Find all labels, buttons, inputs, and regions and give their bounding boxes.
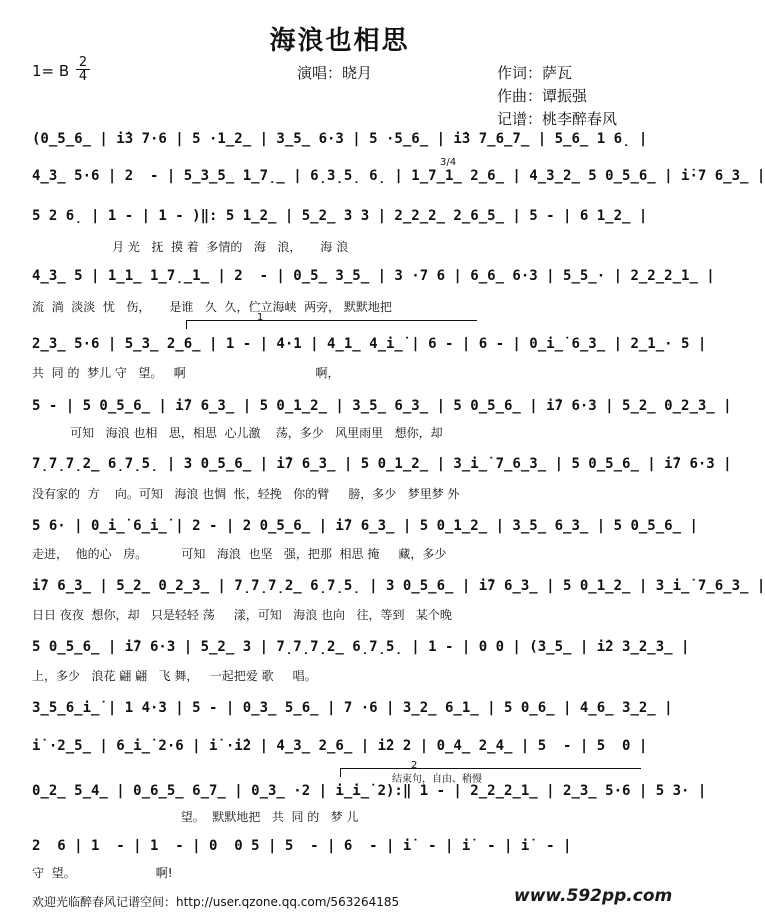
notation-row-13: 0̲2̲ 5̲4̲ | 0̲6̲5̲ 6̲7̲ | 0̲3̲ ·2 | i̲̇i̲̇ 2):‖ 1 - | 2̲2̲2̲1̲ | 2̲3̲ 5·6 | 5 3· | bbox=[32, 783, 707, 799]
lyrics-row-9: 日日 夜夜 想你，却 只是轻轻 荡 漾，可知 海浪 也向 往，等到 某个晚 bbox=[32, 608, 452, 622]
notation-row-4: 4̲3̲ 5 | 1̲1̲ 1̲7̣̲1̲ | 2 - | 0̲5̲ 3̲5̲ | 3 ·7 6 | 6̲6̲ 6·3 | 5̲5̲· | 2̲2̲2̲1̲ | bbox=[32, 268, 715, 284]
transcriber-credit: 记谱：桃李醉春风 bbox=[497, 110, 618, 128]
notation-row-5: 2̲3̲ 5·6 | 5̲3̲ 2̲6̲ | 1 - | 4·1 | 4̲1̲ 4̲i̲̇ | 6 - | 6 - | 0̲i̲̇ 6̲3̲ | 2̲1̲· 5 | bbox=[32, 336, 707, 352]
lyrics-row-6: 可知 海浪 也相 思，相思 心儿激 荡，多少 风里雨里 想你，却 bbox=[32, 426, 443, 440]
notation-row-7: 7̣7̣7̣2̲ 6̣7̣5̣ | 3 0̲5̲6̲ | i̇7 6̲3̲ | 5 0̲1̲2̲ | 3̲i̲̇ 7̲6̲3̲ | 5 0̲5̲6̲ | i̇7 6·3 | bbox=[32, 456, 732, 472]
notation-row-9: i̇7 6̲3̲ | 5̲2̲ 0̲2̲3̲ | 7̣7̣7̣2̲ 6̣7̣5̣ | 3 0̲5̲6̲ | i̇7 6̲3̲ | 5 0̲1̲2̲ | 3̲i̲̇ 7̲6̲3̲ | bbox=[32, 578, 765, 594]
footer-site-link[interactable]: 欢迎光临醉春风记谱空间：http://user.qzone.qq.com/563264185 bbox=[32, 895, 400, 909]
lyricist-credit: 作词：萨瓦 bbox=[497, 64, 573, 82]
lyrics-row-10: 上，多少 浪花 翩 翩 飞 舞， 一起把爱 歌 唱。 bbox=[32, 669, 317, 683]
lyrics-row-4: 流 淌 淡淡 忧 伤， 是谁 久 久，伫立海峡 两旁， 默默地把 bbox=[32, 300, 392, 314]
lyrics-row-3: 月 光 抚 摸 着 多情的 海 浪， 海 浪 bbox=[32, 240, 349, 254]
composer-credit: 作曲：谭振强 bbox=[497, 87, 588, 105]
triplet-marker: 3/4 bbox=[440, 157, 457, 168]
volta-first-label: 1 bbox=[257, 312, 264, 323]
notation-row-3: 5 2 6̣ | 1 - | 1 - )‖: 5 1̲2̲ | 5̲2̲ 3 3 | 2̲2̲2̲ 2̲6̲5̲ | 5 - | 6 1̲2̲ | bbox=[32, 208, 648, 224]
footer-watermark: www.592pp.com bbox=[514, 886, 673, 906]
time-signature bbox=[76, 56, 90, 83]
singer-credit: 演唱：晓月 bbox=[297, 64, 373, 82]
notation-row-11: 3̲5̲6̲i̲̇ | 1 4·3 | 5 - | 0̲3̲ 5̲6̲ | 7 ·6 | 3̲2̲ 6̲1̲ | 5 0̲6̲ | 4̲6̲ 3̲2̲ | bbox=[32, 700, 673, 716]
key-signature: 1= B bbox=[32, 62, 70, 80]
notation-row-8: 5 6· | 0̲i̲̇ 6̲i̲̇ | 2 - | 2 0̲5̲6̲ | i̇7 6̲3̲ | 5 0̲1̲2̲ | 3̲5̲ 6̲3̲ | 5 0̲5̲6̲ | bbox=[32, 518, 698, 534]
notation-row-12: i̇ ·2̲5̲ | 6̲i̲̇ 2·6 | i̇ ·i̇2 | 4̲3̲ 2̲6̲ | i̇2 2 | 0̲4̲ 2̲4̲ | 5 - | 5 0 | bbox=[32, 738, 648, 754]
lyrics-row-13: 望。 默默地把 共 同 的 梦 儿 bbox=[32, 810, 359, 824]
lyrics-row-14: 守 望。 啊! bbox=[32, 866, 173, 880]
volta-bracket-second bbox=[340, 760, 641, 777]
notation-row-1: (0̲5̲6̲ | i̇3 7·6 | 5 ·1̲2̲ | 3̲5̲ 6·3 | 5 ·5̲6̲ | i̇3 7̲6̲7̲ | 5̲6̲ 1 6̣ | bbox=[32, 131, 648, 147]
song-title: 海浪也相思 bbox=[269, 26, 410, 56]
notation-row-10: 5 0̲5̲6̲ | i̇7 6·3 | 5̲2̲ 3 | 7̣7̣7̣2̲ 6̣7̣5̣ | 1 - | 0 0 | (3̲5̲ | i̇2 3̲2̲3̲ | bbox=[32, 639, 690, 655]
volta-second-label: 2 bbox=[411, 760, 418, 771]
tempo-annotation: 结束句，自由、稍慢 bbox=[392, 774, 482, 785]
time-numerator: 2 bbox=[78, 55, 88, 70]
lyrics-row-7: 没有家的 方 向。可知 海浪 也惆 怅，轻挽 你的臂 膀，多少 梦里梦 外 bbox=[32, 487, 460, 501]
time-denominator: 4 bbox=[76, 69, 90, 83]
notation-row-14: 2 6 | 1 - | 1 - | 0 0 5 | 5 - | 6 - | i̇ - | i̇ - | i̇ - | bbox=[32, 838, 572, 854]
notation-row-2: 4̲3̲ 5·6 | 2 - | 5̲3̲5̲ 1̲7̣̲ | 6̣3̣5̣ 6̣ | 1̲7̲1̲ 2̲6̲ | 4̲3̲2̲ 5 0̲5̲6̲ | i̇·7 6̲3̲ | bbox=[32, 168, 765, 184]
notation-row-6: 5 - | 5 0̲5̲6̲ | i̇7 6̲3̲ | 5 0̲1̲2̲ | 3̲5̲ 6̲3̲ | 5 0̲5̲6̲ | i̇7 6·3 | 5̲2̲ 0̲2̲3̲ | bbox=[32, 398, 732, 414]
lyrics-row-5: 共 同 的 梦儿 守 望。 啊 啊， bbox=[32, 366, 340, 380]
volta-bracket-first bbox=[186, 312, 477, 329]
lyrics-row-8: 走进， 他的心 房。 可知 海浪 也坚 强，把那 相思 掩 藏，多少 bbox=[32, 547, 447, 561]
